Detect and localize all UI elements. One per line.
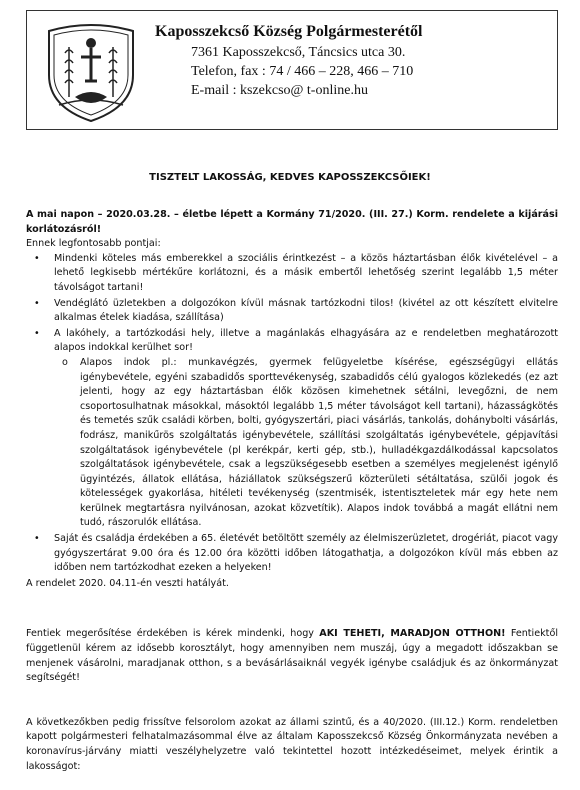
stay-home-emphasis: AKI TEHETI, MARADJON OTTHON!: [319, 628, 506, 640]
points-subtitle: Ennek legfontosabb pontjai:: [26, 238, 161, 250]
list-item: • A lakóhely, a tartózkodási hely, illetve a magánlakás elhagyására az e rendeletben meghatározott alapos indokkal kerülhet sor! o Alapos indok pl.: munkavégzés, gyermek felügyeletbe kísérése, egészségügyi ellátás igénybevétele, egyéni szabadidős sporttevékenység, szabadidős célú gyalogos közlekedés (ez azt jelenti, hogy az egy háztartásban élők közösen kimehetnek sétálni, levegőzni, de nem csoportosulhatnak másokkal, másoktól legalább 1,5 méter távolságot kell tartani), házasságkötés és temetés szűk családi körben, bolti, gyógyszertári, piaci vásárlás, tankolás, dohánybolti vásárlás, fodrász, manikűrös szolgáltatás igénybevétele, szállítási szolgáltatás igénybevétele, gépjavítási szolgáltatások igénybevétele (pl kerékpár, kerti gép, stb.), hulladékgazdálkodással kapcsolatos szolgáltatások igénybevétele, csak a legszükségesebb esetben a személyes megjelenést igénylő ügyintézés, állatok ellátása, háziállatok szükségszerű közterületi sétáltatása, szülői jogok és kötelességek gyakorlása, hitéleti tevékenység (szentmisék, istentiszteletek már egy hete nem kerülnek megtartásra nyilvánosan, azokat közvetítik). Alapos indok továbbá a magát ellátni nem tudó, rászorulók ellátása.: [26, 327, 558, 531]
org-name: Kaposszekcső Község Polgármesterétől: [155, 23, 423, 40]
list-item: • Saját és családja érdekében a 65. életévét betöltött személy az élelmiszerüzletet, drogériát, piacot vagy gyógyszertárat 9.00 óra és 12.00 óra közötti időben látogathatja, a dolgozókon kívül más ebben az időben nem tartózkodhat ezeken a helyeken!: [34, 533, 558, 574]
org-phone: Telefon, fax : 74 / 466 – 228, 466 – 710: [191, 64, 414, 79]
org-email: E-mail : kszekcso@ t-online.hu: [191, 83, 368, 98]
appeal-paragraph: Fentiek megerősítése érdekében is kérek mindenki, hogy AKI TEHETI, MARADJON OTTHON! Fentiektől függetlenül kérem az idősebb korosztályt, hogy amennyiben nem muszáj, úgy a megadott időszakban se menjenek vásárolni, maradjanak otthon, s a bevásárlásaiknál vegyék igénybe családjuk és az önkormányzat segítségét!: [26, 628, 558, 684]
salutation: TISZTELT LAKOSSÁG, KEDVES KAPOSSZEKCSŐIEK!: [149, 172, 431, 183]
list-item: • Vendéglátó üzletekben a dolgozókon kívül másnak tartózkodni tilos! (kivétel az ott készített elvitelre alkalmas ételek kiadása, szállítása): [34, 297, 558, 324]
bullet-icon: •: [34, 252, 40, 264]
closing-paragraph: A következőkben pedig frissítve felsorolom azokat az állami szintű, és a 40/2020. (III.12.) Korm. rendeletben kapott polgármesteri felhatalmazásommal élve az általam Kaposszekcső Község Önkormányzata nevében a koronavírus-járvány miatti veszélyhelyzetre való tekintettel hozott intézkedéseimet, melyek érintik a lakosságot:: [26, 716, 558, 772]
expiry-note: A rendelet 2020. 04.11-én veszti hatályát.: [26, 577, 229, 589]
document-body: [26, 208, 558, 774]
list-item: • Mindenki köteles más emberekkel a szociális érintkezést – a közös háztartásban élők kivételével – a lehető legkisebb mértékűre korlátozni, és a másik embertől lehetőség szerint legalább 1,5 méter távolságot tartani!: [34, 252, 558, 293]
sub-list-item: o Alapos indok pl.: munkavégzés, gyermek felügyeletbe kísérése, egészségügyi ellátás igénybevétele, egyéni szabadidős sporttevékenység, szabadidős célú gyalogos közlekedés (ez azt jelenti, hogy az egy háztartásban élők közösen kimehetnek sétálni, levegőzni, de nem csoportosulhatnak másokkal, másoktól legalább 1,5 méter távolságot kell tartani), házasságkötés és temetés szűk családi körben, bolti, gyógyszertári, piaci vásárlás, tankolás, dohánybolti vásárlás, fodrász, manikűrös szolgáltatás igénybevétele, szállítási szolgáltatás igénybevétele, gépjavítási szolgáltatások igénybevétele (pl kerékpár, kerti gép, stb.), hulladékgazdálkodással kapcsolatos szolgáltatások igénybevétele, csak a legszükségesebb esetben a személyes megjelenést igénylő ügyintézés, állatok ellátása, háziállatok szükségszerű közterületi sétáltatása, szülői jogok és kötelességek gyakorlása, hitéleti tevékenység (szentmisék, istentiszteletek már egy hete nem kerülnek megtartásra nyilvánosan, azokat közvetítik). Alapos indok továbbá a magát ellátni nem tudó, rászorulók ellátása.: [62, 356, 558, 529]
circle-bullet-icon: o: [62, 356, 68, 368]
bullet-icon: •: [34, 533, 40, 545]
municipal-coat-of-arms-icon: [41, 17, 141, 123]
org-address: 7361 Kaposszekcső, Táncsics utca 30.: [191, 45, 406, 60]
rules-list: [26, 252, 558, 576]
letterhead: [26, 10, 558, 130]
lead-paragraph: A mai napon – 2020.03.28. – életbe lépett a Kormány 71/2020. (III. 27.) Korm. rendelete a kijárási korlátozásról!: [26, 209, 558, 235]
sub-list: [54, 356, 558, 531]
bullet-icon: •: [34, 327, 40, 339]
bullet-icon: •: [34, 297, 40, 309]
